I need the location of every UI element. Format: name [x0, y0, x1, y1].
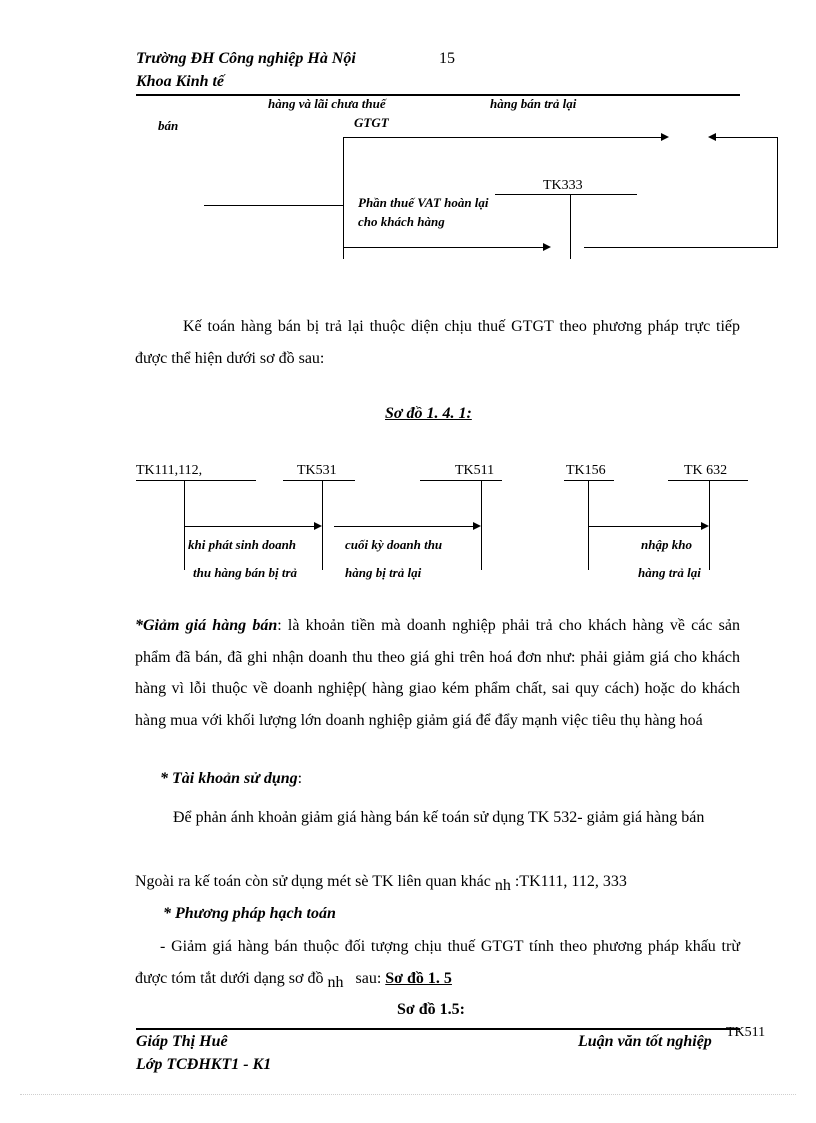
accounts-heading: * Tài khoản sử dụng: [160, 770, 298, 787]
discount-paragraph: [135, 610, 740, 736]
arrow-line: [343, 247, 543, 248]
t-account-rule: [564, 480, 614, 481]
arrow-line: [184, 526, 314, 527]
footer-class: Lớp TCĐHKT1 - K1: [136, 1056, 272, 1073]
t-account-rule: [283, 480, 355, 481]
t-account-rule: [420, 480, 502, 481]
intro-paragraph: Kế toán hàng bán bị trả lại thuộc diện chịu thuế GTGT theo phương pháp trực tiếp được thể hiện dưới sơ đồ sau:: [135, 318, 740, 367]
t-account-stem: [322, 480, 323, 570]
arrow-line: [588, 526, 701, 527]
account-tk333: TK333: [543, 178, 583, 193]
footer-tk511: TK511: [726, 1025, 766, 1040]
other-accounts-prefix: Ngoài ra kế toán còn sử dụng mét sè TK liên quan khác: [135, 873, 491, 890]
horizontal-line: [204, 205, 343, 206]
arrow-line: [343, 137, 661, 138]
discount-term: *Giảm giá hàng bán: [135, 617, 278, 634]
other-accounts-nh: nh: [494, 877, 511, 894]
header-school: Trường ĐH Công nghiệp Hà Nội: [136, 50, 356, 67]
arrow-line: [716, 137, 778, 138]
method-ref: Sơ đồ 1. 5: [385, 969, 452, 987]
diagram-15-title: Sơ đồ 1.5:: [397, 1001, 465, 1018]
arrow-line: [334, 526, 473, 527]
arrow-head-right-icon: [661, 133, 669, 141]
label-returned-sales: hàng bán trả lại: [490, 96, 577, 111]
arrow-head-left-icon: [708, 133, 716, 141]
flow1-line1: khi phát sinh doanh: [188, 537, 297, 552]
header-rule: [136, 94, 740, 96]
horizontal-line: [584, 247, 778, 248]
accounts-text: Để phản ánh khoản giảm giá hàng bán kế toán sử dụng TK 532- giảm giá hàng bán: [173, 809, 705, 826]
diagram-141-title: Sơ đồ 1. 4. 1:: [385, 405, 472, 422]
arrow-head-right-icon: [314, 522, 322, 530]
footer-author: Giáp Thị Huê: [136, 1033, 228, 1050]
t-account-stem: [184, 480, 185, 570]
arrow-head-right-icon: [543, 243, 551, 251]
t-account-stem: [570, 194, 571, 259]
flow2-line2: hàng bị trả lại: [345, 565, 422, 580]
flow2-line1: cuối kỳ doanh thu: [345, 537, 443, 552]
method-text: - Giảm giá hàng bán thuộc đối tượng chịu thuế GTGT tính theo phương pháp khấu trừ được tóm tắt dưới dạng sơ đồ: [135, 938, 740, 987]
label-ban: bán: [158, 118, 179, 133]
t-account-rule: [668, 480, 748, 481]
page-number: 15: [439, 50, 455, 67]
footer-rule: [136, 1028, 740, 1030]
label-gtgt: GTGT: [354, 115, 389, 130]
vertical-line: [343, 137, 344, 259]
t-account-stem: [588, 480, 589, 570]
other-accounts-line: [135, 873, 627, 894]
account-tk156: TK156: [566, 463, 606, 478]
page-edge: [20, 1094, 796, 1095]
flow3-line1: nhập kho: [641, 537, 692, 552]
method-tail: sau:: [355, 969, 382, 987]
discount-definition: : là khoản tiền mà doanh nghiệp phải trả cho khách hàng về các sản phẩm đã bán, đã ghi nhận doanh thu theo giá ghi trên hoá đơn như: phải giảm giá cho khách hàng vì lỗi thuộc về doanh nghiệp( hàng giao kém phẩm chất, sai quy cách) hoặc do khách hàng mua với khối lượng lớn doanh nghiệp giảm giá để đẩy mạnh việc tiêu thụ hàng hoá: [135, 617, 740, 729]
account-tk511: TK511: [455, 463, 495, 478]
method-paragraph: [135, 931, 740, 994]
t-account-rule: [136, 480, 256, 481]
header-faculty: Khoa Kinh tế: [136, 73, 225, 90]
arrow-head-right-icon: [701, 522, 709, 530]
label-sales-untaxed: hàng và lãi chưa thuế: [268, 96, 386, 111]
method-nh: nh: [327, 973, 344, 991]
account-tk531: TK531: [297, 463, 337, 478]
t-account-stem: [481, 480, 482, 570]
flow1-line2: thu hàng bán bị trả: [193, 565, 298, 580]
account-tk111-112: TK111,112,: [136, 463, 203, 478]
flow3-line2: hàng trả lại: [638, 565, 701, 580]
t-account-stem: [709, 480, 710, 570]
accounts-heading-line: [160, 770, 302, 788]
footer-thesis: Luận văn tốt nghiệp: [578, 1033, 712, 1050]
method-heading: * Phương pháp hạch toán: [163, 905, 336, 922]
t-account-rule: [495, 194, 637, 195]
vertical-line: [777, 137, 778, 248]
arrow-head-right-icon: [473, 522, 481, 530]
account-tk632: TK 632: [684, 463, 728, 478]
accounts-colon: :: [297, 770, 303, 787]
label-vat-refund-1: Phần thuế VAT hoàn lại: [358, 195, 489, 210]
label-vat-refund-2: cho khách hàng: [358, 214, 445, 229]
other-accounts-suffix: :TK111, 112, 333: [514, 873, 627, 890]
